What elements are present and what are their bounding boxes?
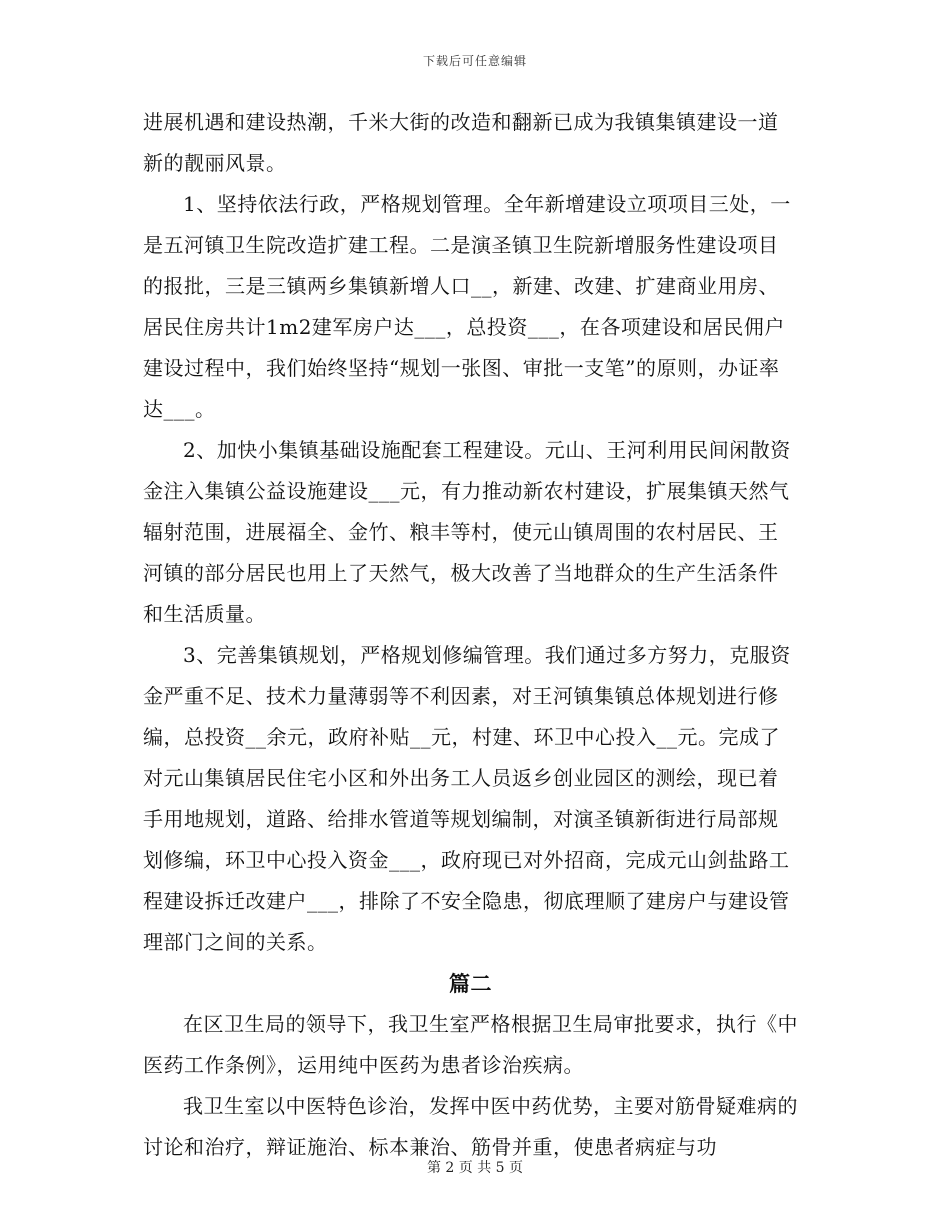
paragraph-item-2: 2、加快小集镇基础设施配套工程建设。元山、王河利用民间闲散资金注入集镇公益设施建设___元，有力推动新农村建设，扩展集镇天然气辐射范围，进展福全、金竹、粮丰等村，使元山镇周围的农村居民、王河镇的部分居民也用上了天然气，极大改善了当地群众的生产生活条件和生活质量。 [143,438,791,626]
section-title: 篇二 [449,971,492,996]
paragraph-continuation: 进展机遇和建设热潮，千米大街的改造和翻新已成为我镇集镇建设一道新的靓丽风景。 [143,110,779,175]
page-number: 第 2 页 共 5 页 [426,1160,524,1176]
paragraph-clinic: 我卫生室以中医特色诊治，发挥中医中药优势，主要对筋骨疑难病的讨论和治疗，辩证施治、标本兼治、筋骨并重，使患者病症与功 [143,1094,798,1159]
paragraph-item-1: 1、坚持依法行政，严格规划管理。全年新增建设立项项目三处，一是五河镇卫生院改造扩建工程。二是演圣镇卫生院新增服务性建设项目的报批，三是三镇两乡集镇新增人口__，新建、改建、扩建商业用房、居民住房共计1m2建军房户达___，总投资___，在各项建设和居民佣户建设过程中，我们始终坚持“规划一张图、审批一支笔”的原则，办证率达___。 [143,192,791,421]
paragraph-item-3: 3、完善集镇规划，严格规划修编管理。我们通过多方努力，克服资金严重不足、技术力量薄弱等不利因素，对王河镇集镇总体规划进行修编，总投资__余元，政府补贴__元，村建、环卫中心投入__元。完成了对元山集镇居民住宅小区和外出务工人员返乡创业园区的测绘，现已着手用地规划，道路、给排水管道等规划编制，对演圣镇新街进行局部规划修编，环卫中心投入资金___，政府现已对外招商，完成元山剑盐路工程建设拆迁改建户___，排除了不安全隐患，彻底理顺了建房户与建设管理部门之间的关系。 [143,643,791,954]
document-body [143,102,798,1168]
paragraph-intro: 在区卫生局的领导下，我卫生室严格根据卫生局审批要求，执行《中医药工作条例》，运用纯中医药为患者诊治疾病。 [143,1012,798,1077]
page-header-note: 下载后可任意编辑 [422,54,527,68]
